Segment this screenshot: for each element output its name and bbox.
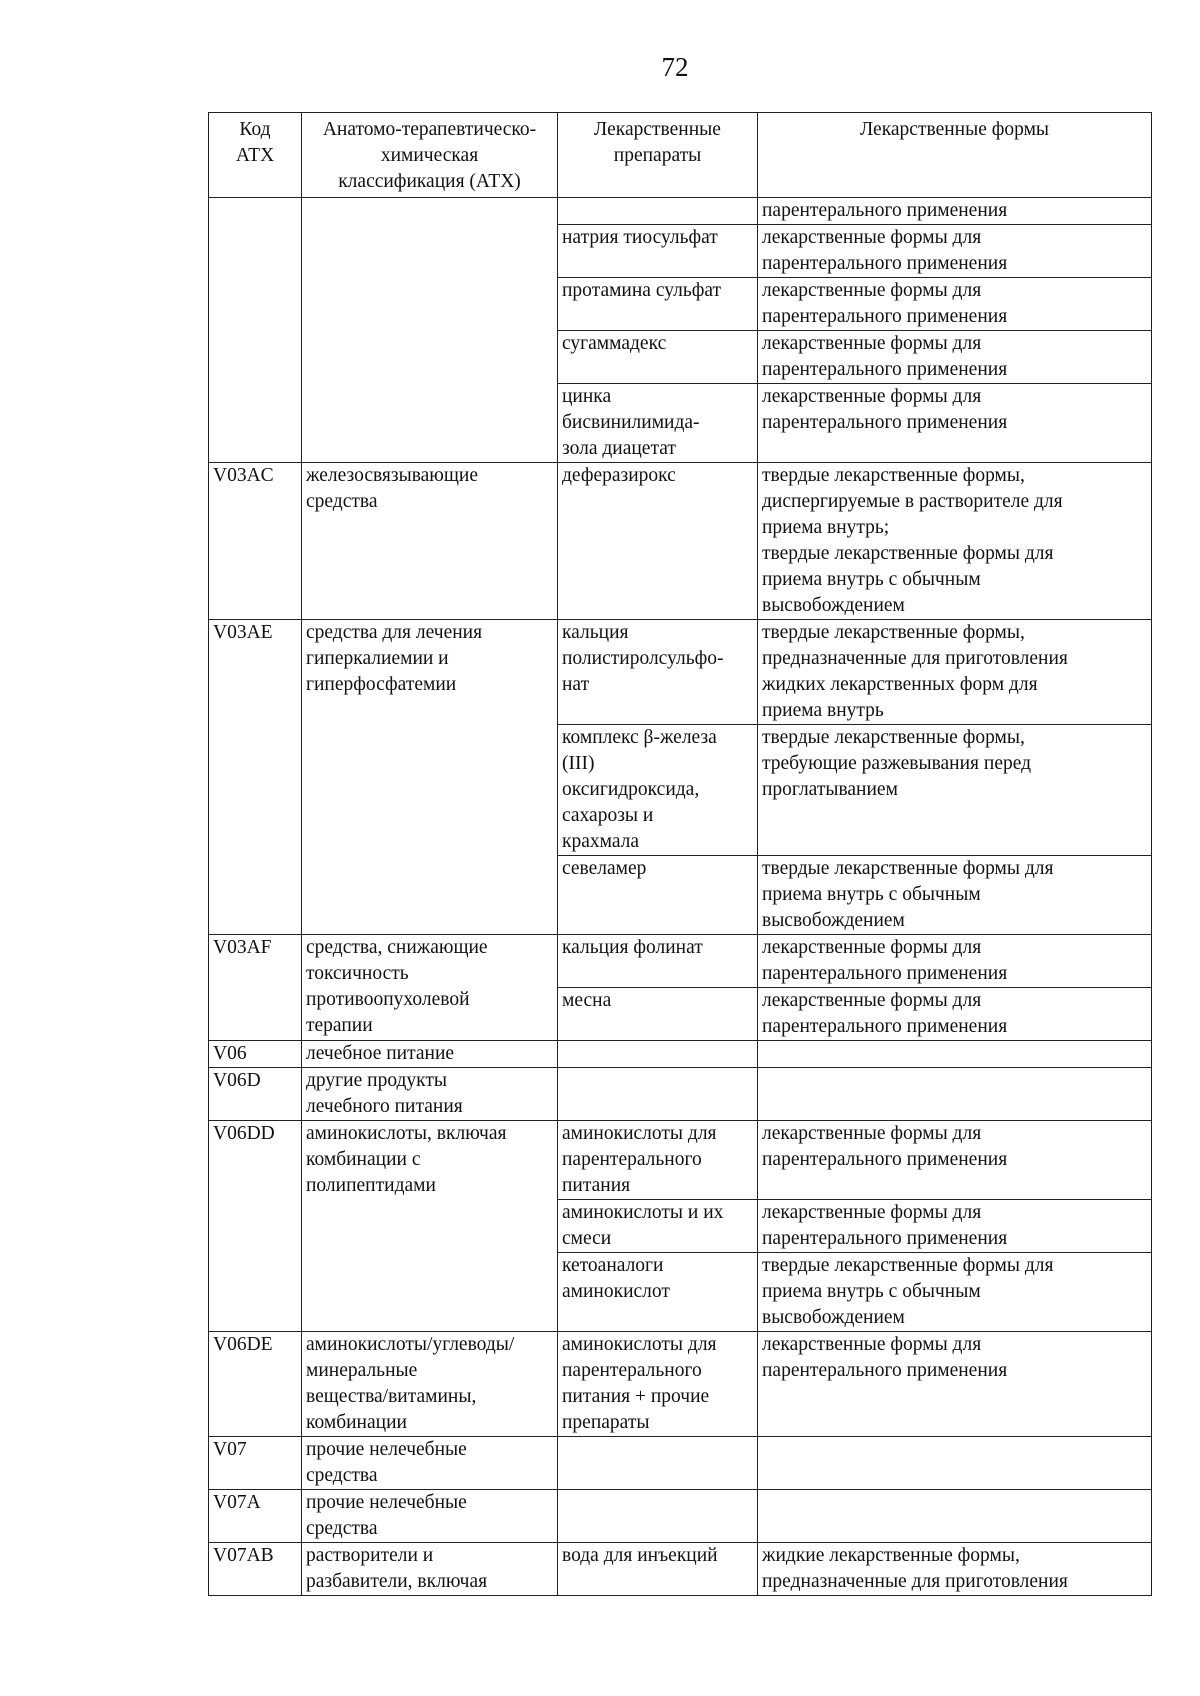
atx-code-cell: V03AF (209, 935, 302, 1041)
dosage-form-cell: твердые лекарственные формы, диспергируемые в растворителе для приема внутрь; твердые лекарственные формы для приема внутрь с обычным высвобождением (758, 463, 1152, 620)
atx-code-cell: V07AB (209, 1543, 302, 1596)
dosage-form-cell: лекарственные формы для парентерального применения (758, 1200, 1152, 1253)
table-row (209, 1041, 1152, 1068)
atx-classification-cell: прочие нелечебные средства (302, 1437, 558, 1490)
header-forms: Лекарственные формы (758, 113, 1152, 198)
drug-cell: протамина сульфат (558, 278, 758, 331)
dosage-form-cell: жидкие лекарственные формы, предназначенные для приготовления (758, 1543, 1152, 1596)
dosage-form-cell: лекарственные формы для парентерального применения (758, 384, 1152, 463)
atx-code-cell: V06 (209, 1041, 302, 1068)
table-row (209, 620, 1152, 725)
drug-cell (558, 198, 758, 225)
atx-classification-cell: средства для лечения гиперкалиемии и гиперфосфатемии (302, 620, 558, 935)
drug-cell: натрия тиосульфат (558, 225, 758, 278)
header-classification: Анатомо-терапевтическо- химическая классификация (АТХ) (302, 113, 558, 198)
drug-cell: аминокислоты для парентерального питания + прочие препараты (558, 1332, 758, 1437)
dosage-form-cell (758, 1041, 1152, 1068)
table-row (209, 1543, 1152, 1596)
dosage-form-cell: парентерального применения (758, 198, 1152, 225)
dosage-form-cell: лекарственные формы для парентерального применения (758, 1121, 1152, 1200)
table-row (209, 1437, 1152, 1490)
drug-cell (558, 1490, 758, 1543)
atx-code-cell: V06DE (209, 1332, 302, 1437)
atx-classification-cell: прочие нелечебные средства (302, 1490, 558, 1543)
drug-cell (558, 1437, 758, 1490)
dosage-form-cell: лекарственные формы для парентерального применения (758, 935, 1152, 988)
dosage-form-cell: твердые лекарственные формы, требующие разжевывания перед проглатыванием (758, 725, 1152, 856)
header-code: Код АТХ (209, 113, 302, 198)
table-row (209, 463, 1152, 620)
atx-classification-cell: железосвязывающие средства (302, 463, 558, 620)
table-row (209, 1490, 1152, 1543)
atx-classification-cell: аминокислоты/углеводы/ минеральные вещества/витамины, комбинации (302, 1332, 558, 1437)
atx-classification-cell: лечебное питание (302, 1041, 558, 1068)
atx-classification-cell: аминокислоты, включая комбинации с полипептидами (302, 1121, 558, 1332)
atx-code-cell: V06D (209, 1068, 302, 1121)
dosage-form-cell: твердые лекарственные формы для приема внутрь с обычным высвобождением (758, 856, 1152, 935)
dosage-form-cell (758, 1068, 1152, 1121)
atx-code-cell: V03AE (209, 620, 302, 935)
table-row (209, 1121, 1152, 1200)
table-row (209, 1068, 1152, 1121)
atx-table-body (209, 198, 1152, 1596)
drug-cell: аминокислоты для парентерального питания (558, 1121, 758, 1200)
drug-cell: кетоаналоги аминокислот (558, 1253, 758, 1332)
atx-code-cell: V03AC (209, 463, 302, 620)
dosage-form-cell: лекарственные формы для парентерального применения (758, 331, 1152, 384)
atx-classification-cell: растворители и разбавители, включая (302, 1543, 558, 1596)
atx-classification-cell: другие продукты лечебного питания (302, 1068, 558, 1121)
header-row (209, 113, 1152, 198)
drug-cell: деферазирокс (558, 463, 758, 620)
atx-classification-cell (302, 198, 558, 463)
dosage-form-cell: лекарственные формы для парентерального применения (758, 988, 1152, 1041)
dosage-form-cell: лекарственные формы для парентерального применения (758, 225, 1152, 278)
drug-cell (558, 1041, 758, 1068)
drug-cell: кальция полистиролсульфо- нат (558, 620, 758, 725)
drug-cell: сугаммадекс (558, 331, 758, 384)
dosage-form-cell: лекарственные формы для парентерального применения (758, 1332, 1152, 1437)
drug-cell: аминокислоты и их смеси (558, 1200, 758, 1253)
page-number: 72 (661, 52, 689, 82)
drug-cell: вода для инъекций (558, 1543, 758, 1596)
drug-cell: комплекс β-железа (III) оксигидроксида, сахарозы и крахмала (558, 725, 758, 856)
dosage-form-cell (758, 1437, 1152, 1490)
table-row (209, 935, 1152, 988)
drug-cell: севеламер (558, 856, 758, 935)
dosage-form-cell: твердые лекарственные формы, предназначенные для приготовления жидких лекарственных форм для приема внутрь (758, 620, 1152, 725)
drug-cell: месна (558, 988, 758, 1041)
dosage-form-cell (758, 1490, 1152, 1543)
atx-code-cell (209, 198, 302, 463)
atx-table (208, 112, 1152, 1596)
header-drugs: Лекарственные препараты (558, 113, 758, 198)
dosage-form-cell: лекарственные формы для парентерального применения (758, 278, 1152, 331)
atx-code-cell: V07A (209, 1490, 302, 1543)
table-row (209, 198, 1152, 225)
dosage-form-cell: твердые лекарственные формы для приема внутрь с обычным высвобождением (758, 1253, 1152, 1332)
atx-code-cell: V06DD (209, 1121, 302, 1332)
drug-cell (558, 1068, 758, 1121)
drug-cell: цинка бисвинилимида- зола диацетат (558, 384, 758, 463)
atx-classification-cell: средства, снижающие токсичность противоопухолевой терапии (302, 935, 558, 1041)
atx-code-cell: V07 (209, 1437, 302, 1490)
drug-cell: кальция фолинат (558, 935, 758, 988)
table-row (209, 1332, 1152, 1437)
